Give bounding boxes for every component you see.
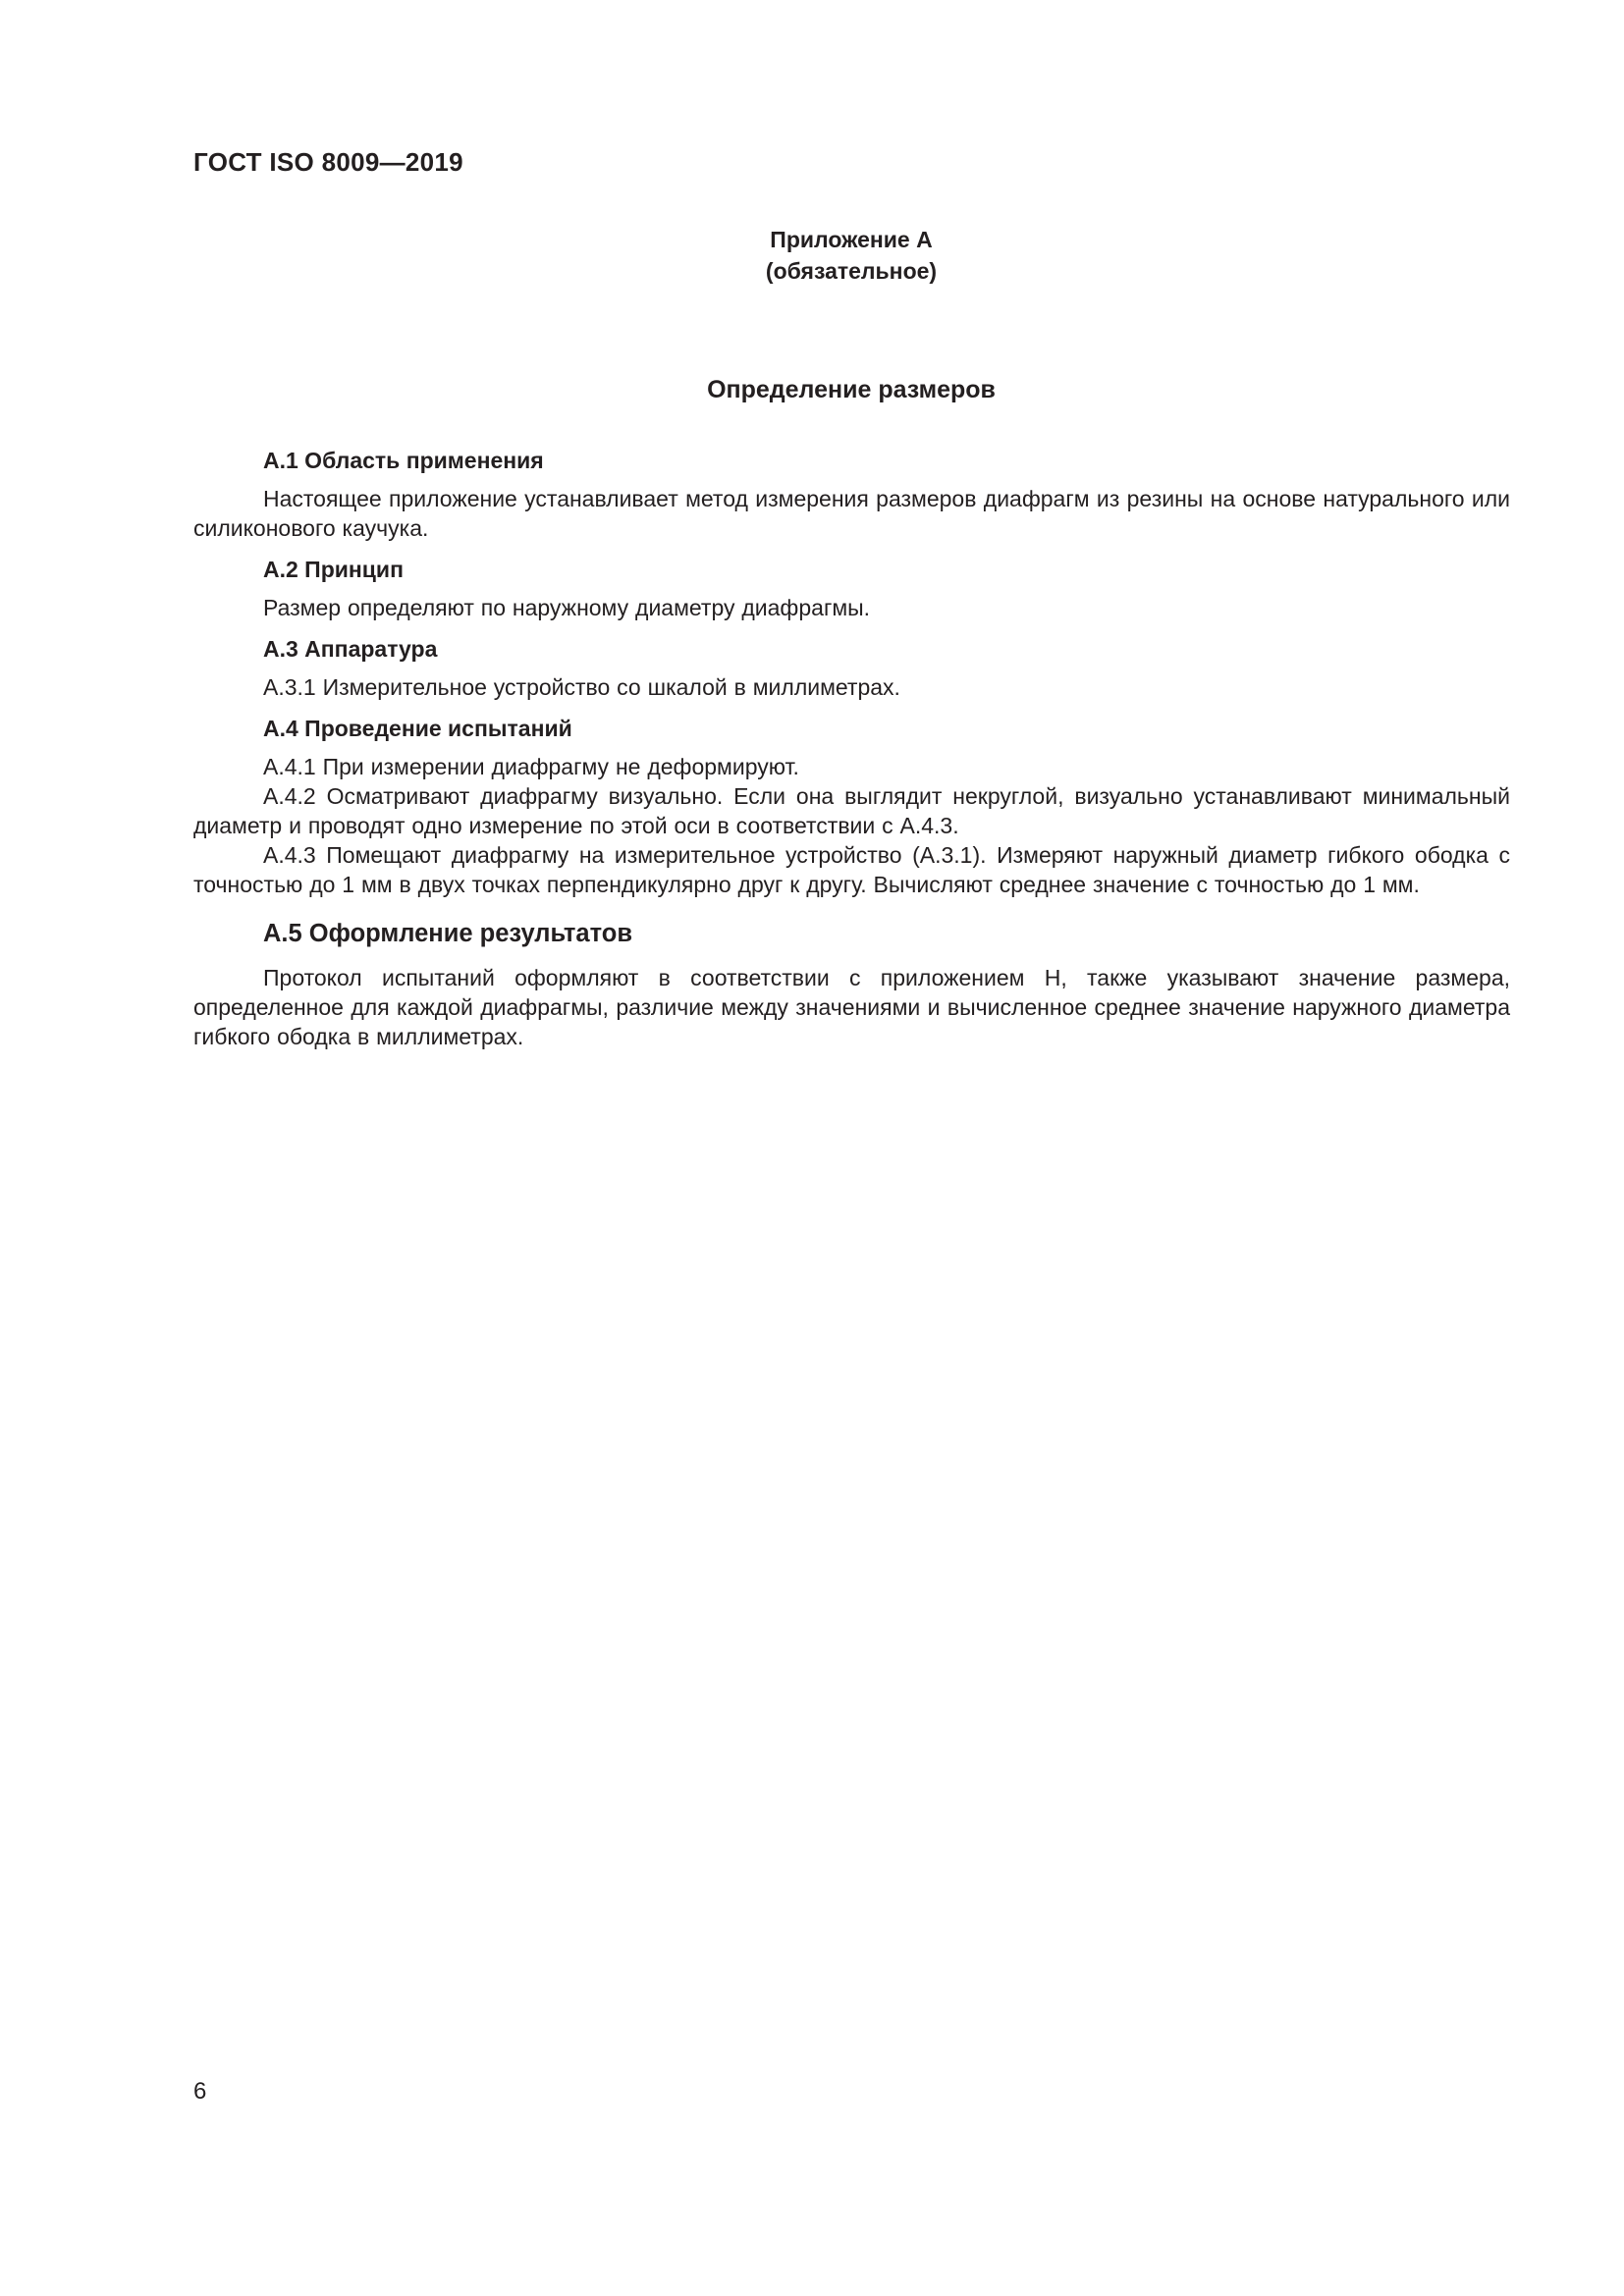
annex-label: Приложение А — [770, 227, 933, 252]
section-a2-paragraph: Размер определяют по наружному диаметру диафрагмы. — [263, 595, 871, 620]
section-a3-paragraph: А.3.1 Измерительное устройство со шкалой в миллиметрах. — [263, 674, 900, 700]
section-a4-title: А.4 Проведение испытаний — [263, 716, 572, 741]
document-body — [193, 446, 1510, 1051]
section-a1-title: А.1 Область применения — [263, 448, 544, 473]
page-number: 6 — [193, 2078, 207, 2105]
annex-status: (обязательное) — [765, 258, 938, 284]
section-a5-title: А.5 Оформление результатов — [263, 920, 633, 947]
annex-heading — [0, 224, 1624, 287]
section-a2-title: А.2 Принцип — [263, 557, 404, 582]
section-a3-title: А.3 Аппаратура — [263, 636, 438, 662]
annex-title: Определение размеров — [707, 376, 996, 403]
document-code: ГОСТ ISO 8009—2019 — [193, 147, 463, 177]
section-a4-paragraph-1: А.4.1 При измерении диафрагму не деформируют. — [263, 754, 799, 779]
section-a5-paragraph: Протокол испытаний оформляют в соответствии с приложением H, также указывают значение размера, определенное для каждой диафрагмы, различие между значениями и вычисленное среднее значение наружного диаметра гибкого ободка в миллиметрах. — [193, 965, 1510, 1049]
section-a1-paragraph: Настоящее приложение устанавливает метод измерения размеров диафрагм из резины на основе натурального или силиконового каучука. — [193, 486, 1510, 541]
section-a4-paragraph-2: А.4.2 Осматривают диафрагму визуально. Если она выглядит некруглой, визуально устанавливают минимальный диаметр и проводят одно измерение по этой оси в соответствии с А.4.3. — [193, 783, 1510, 838]
section-a4-paragraph-3: А.4.3 Помещают диафрагму на измерительное устройство (А.3.1). Измеряют наружный диаметр гибкого ободка с точностью до 1 мм в двух точках перпендикулярно друг к другу. Вычисляют среднее значение с точностью до 1 мм. — [193, 842, 1510, 897]
